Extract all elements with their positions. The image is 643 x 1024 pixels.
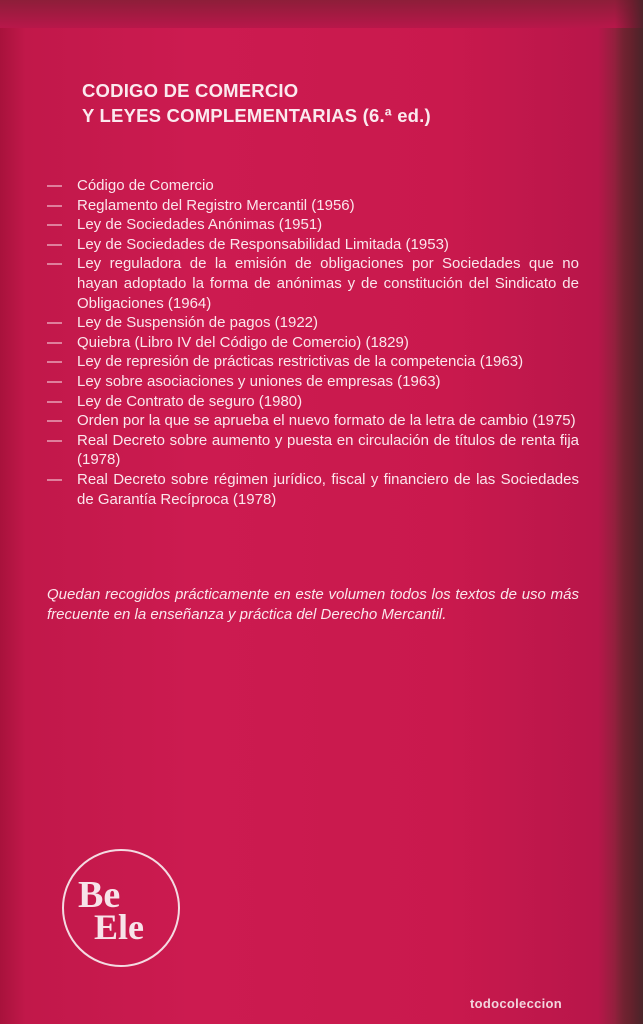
list-dash: — — [47, 392, 62, 410]
cover-top-band — [0, 0, 643, 28]
list-item: — Real Decreto sobre aumento y puesta en circulación de títulos de renta fija (1978) — [47, 431, 579, 469]
list-dash: — — [47, 235, 62, 253]
list-item: — Código de Comercio — [47, 177, 214, 194]
list-item: — Ley de represión de prácticas restrictivas de la competencia (1963) — [47, 353, 524, 371]
list-dash: — — [47, 255, 62, 273]
list-dash: — — [47, 314, 62, 332]
list-item: — Orden por la que se aprueba el nuevo formato de la letra de cambio (1975) — [47, 412, 576, 430]
list-dash: — — [47, 431, 62, 449]
list-dash: — — [47, 470, 62, 488]
description-note: Quedan recogidos prácticamente en este volumen todos los textos de uso más frecuente en la enseñanza y práctica del Derecho Mercantil. — [47, 586, 579, 623]
publisher-logo-line-2: Ele — [94, 907, 144, 947]
list-item: — Ley reguladora de la emisión de obligaciones por Sociedades que no hayan adoptado la forma de anónimas y de constitución del Sindicato de Obligaciones (1964) — [47, 255, 579, 312]
cover-spine-edge — [615, 0, 643, 1024]
list-item: — Ley sobre asociaciones y uniones de empresas (1963) — [47, 372, 441, 390]
book-title — [82, 78, 602, 128]
list-dash: — — [47, 177, 62, 194]
list-dash: — — [47, 353, 62, 371]
publisher-logo-mark — [64, 851, 178, 965]
list-dash: — — [47, 196, 62, 214]
publisher-logo — [62, 849, 180, 967]
list-item: — Ley de Contrato de seguro (1980) — [47, 392, 303, 410]
list-item: — Reglamento del Registro Mercantil (1956) — [47, 196, 355, 214]
list-item: — Real Decreto sobre régimen jurídico, fiscal y financiero de las Sociedades de Garantía Recíproca (1978) — [47, 470, 579, 508]
watermark: todocoleccion — [470, 996, 563, 1011]
list-item: — Quiebra (Libro IV del Código de Comercio) (1829) — [47, 333, 409, 351]
list-dash: — — [47, 412, 62, 430]
list-item: — Ley de Suspensión de pagos (1922) — [47, 314, 319, 332]
list-item: — Ley de Sociedades Anónimas (1951) — [47, 216, 323, 234]
list-dash: — — [47, 333, 62, 351]
publisher-logo-line-1: Be — [78, 874, 121, 916]
list-dash: — — [47, 372, 62, 390]
list-dash: — — [47, 216, 62, 234]
book-title-line-1: CODIGO DE COMERCIO — [82, 80, 299, 101]
book-title-line-2: Y LEYES COMPLEMENTARIAS (6.ª ed.) — [82, 105, 431, 126]
contents-list — [47, 176, 579, 509]
list-item: — Ley de Sociedades de Responsabilidad Limitada (1953) — [47, 235, 449, 253]
